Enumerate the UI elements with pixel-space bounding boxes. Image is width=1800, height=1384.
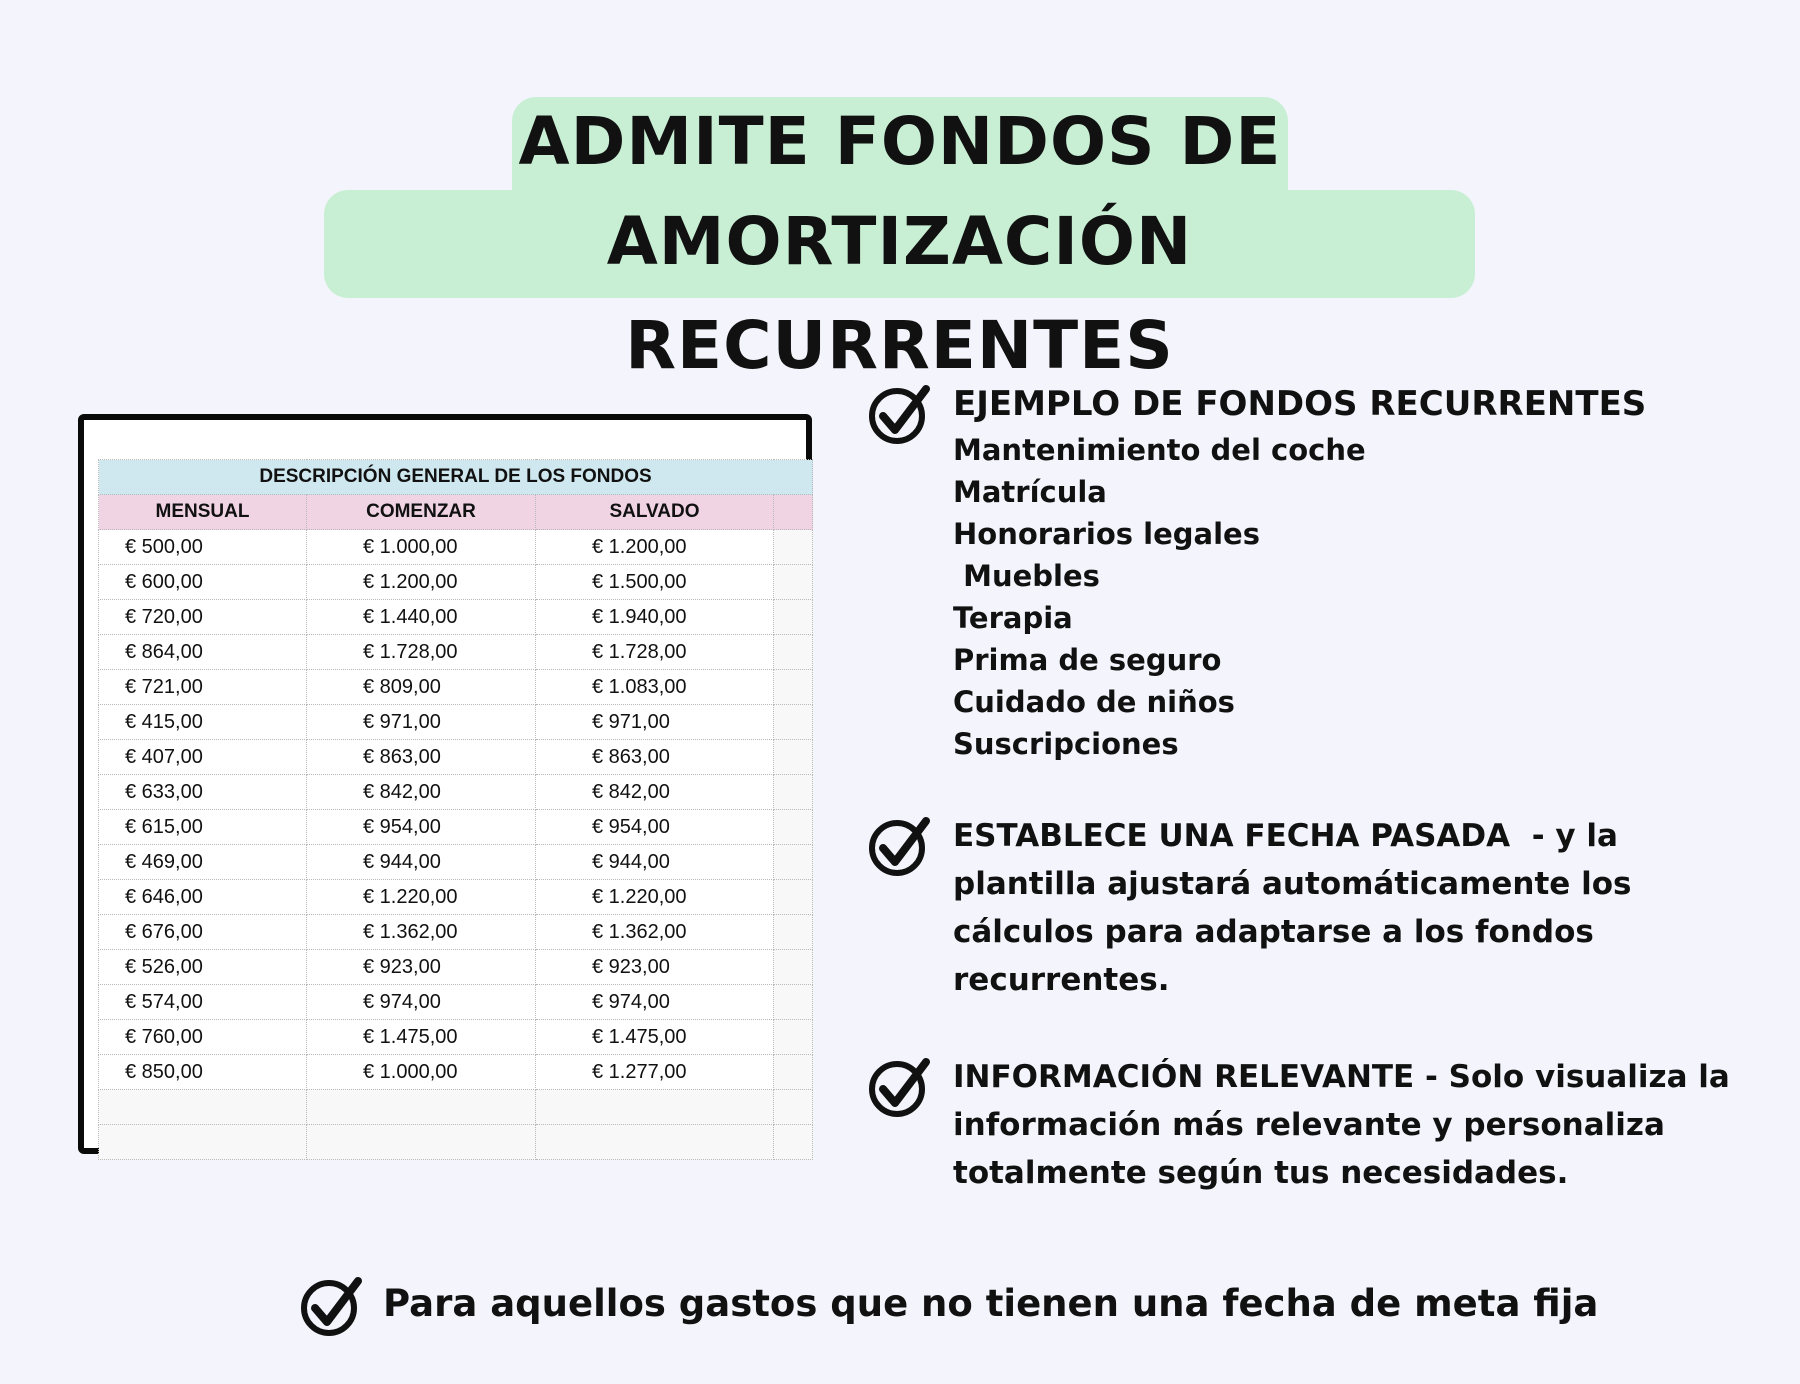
table-cell-empty bbox=[774, 635, 813, 670]
table-cell-empty bbox=[774, 1055, 813, 1090]
table-cell: € 954,00 bbox=[307, 810, 536, 845]
title-line-2: AMORTIZACIÓN RECURRENTES bbox=[324, 190, 1475, 298]
table-cell: € 1.475,00 bbox=[307, 1020, 536, 1055]
check-circle-icon bbox=[868, 1053, 934, 1119]
table-cell: € 407,00 bbox=[99, 740, 307, 775]
table-cell: € 1.083,00 bbox=[536, 670, 774, 705]
table-row-empty bbox=[99, 1125, 813, 1160]
check-circle-icon bbox=[300, 1272, 366, 1338]
table-cell-empty bbox=[774, 740, 813, 775]
table-cell: € 415,00 bbox=[99, 705, 307, 740]
section2-line: plantilla ajustará automáticamente los bbox=[953, 866, 1632, 902]
table-cell: € 1.220,00 bbox=[536, 880, 774, 915]
list-item: Prima de seguro bbox=[953, 643, 1222, 677]
section3-line: información más relevante y personaliza bbox=[953, 1107, 1665, 1143]
check-circle-icon bbox=[868, 812, 934, 878]
table-cell: € 574,00 bbox=[99, 985, 307, 1020]
table-cell-empty bbox=[774, 565, 813, 600]
table-cell: € 863,00 bbox=[536, 740, 774, 775]
section2-text bbox=[953, 812, 1733, 1004]
footer-text: Para aquellos gastos que no tienen una fecha de meta fija bbox=[383, 1282, 1599, 1325]
table-cell: € 809,00 bbox=[307, 670, 536, 705]
table-row bbox=[99, 635, 813, 670]
table-cell: € 923,00 bbox=[307, 950, 536, 985]
table-cell: € 1.728,00 bbox=[536, 635, 774, 670]
column-header-empty bbox=[774, 495, 813, 530]
table-cell: € 500,00 bbox=[99, 530, 307, 565]
table-cell: € 721,00 bbox=[99, 670, 307, 705]
section2-line: cálculos para adaptarse a los fondos bbox=[953, 914, 1594, 950]
table-cell-empty bbox=[774, 880, 813, 915]
table-cell: € 1.940,00 bbox=[536, 600, 774, 635]
table-cell: € 923,00 bbox=[536, 950, 774, 985]
table-cell: € 1.000,00 bbox=[307, 1055, 536, 1090]
table-cell: € 944,00 bbox=[536, 845, 774, 880]
column-header-mensual: MENSUAL bbox=[99, 495, 307, 530]
table-cell: € 850,00 bbox=[99, 1055, 307, 1090]
table-cell: € 971,00 bbox=[536, 705, 774, 740]
table-row bbox=[99, 880, 813, 915]
section1-title: EJEMPLO DE FONDOS RECURRENTES bbox=[953, 384, 1647, 424]
title-line-1: ADMITE FONDOS DE bbox=[512, 97, 1288, 193]
table-cell: € 1.200,00 bbox=[536, 530, 774, 565]
table-row bbox=[99, 670, 813, 705]
table-cell: € 1.440,00 bbox=[307, 600, 536, 635]
table-cell-empty bbox=[99, 1090, 307, 1125]
section3-line: totalmente según tus necesidades. bbox=[953, 1155, 1569, 1191]
table-row bbox=[99, 1020, 813, 1055]
table-cell: € 864,00 bbox=[99, 635, 307, 670]
table-cell: € 646,00 bbox=[99, 880, 307, 915]
table-row-empty bbox=[99, 1090, 813, 1125]
table-cell-empty bbox=[536, 1090, 774, 1125]
table-caption: DESCRIPCIÓN GENERAL DE LOS FONDOS bbox=[99, 460, 813, 495]
section3-text bbox=[953, 1053, 1783, 1197]
table-row bbox=[99, 565, 813, 600]
table-cell-empty bbox=[774, 1090, 813, 1125]
list-item: Suscripciones bbox=[953, 727, 1179, 761]
table-cell: € 676,00 bbox=[99, 915, 307, 950]
list-item: Mantenimiento del coche bbox=[953, 433, 1366, 467]
table-cell: € 615,00 bbox=[99, 810, 307, 845]
table-cell: € 1.000,00 bbox=[307, 530, 536, 565]
table-cell: € 954,00 bbox=[536, 810, 774, 845]
table-cell: € 469,00 bbox=[99, 845, 307, 880]
check-circle-icon bbox=[868, 380, 934, 446]
table-cell: € 633,00 bbox=[99, 775, 307, 810]
table-cell: € 1.728,00 bbox=[307, 635, 536, 670]
table-cell: € 1.277,00 bbox=[536, 1055, 774, 1090]
table-cell: € 1.362,00 bbox=[307, 915, 536, 950]
section2-line: ESTABLECE UNA FECHA PASADA - y la bbox=[953, 818, 1618, 854]
table-cell: € 1.220,00 bbox=[307, 880, 536, 915]
table-cell-empty bbox=[774, 1125, 813, 1160]
list-item: Cuidado de niños bbox=[953, 685, 1235, 719]
table-cell: € 526,00 bbox=[99, 950, 307, 985]
table-row bbox=[99, 600, 813, 635]
funds-table bbox=[98, 459, 813, 1160]
column-header-comenzar: COMENZAR bbox=[307, 495, 536, 530]
table-row bbox=[99, 985, 813, 1020]
table-row bbox=[99, 915, 813, 950]
table-cell: € 842,00 bbox=[536, 775, 774, 810]
table-cell-empty bbox=[774, 670, 813, 705]
table-cell: € 720,00 bbox=[99, 600, 307, 635]
table-cell: € 1.475,00 bbox=[536, 1020, 774, 1055]
table-cell: € 760,00 bbox=[99, 1020, 307, 1055]
table-cell-empty bbox=[307, 1125, 536, 1160]
table-row bbox=[99, 530, 813, 565]
list-item: Matrícula bbox=[953, 475, 1107, 509]
table-cell: € 974,00 bbox=[536, 985, 774, 1020]
table-row bbox=[99, 845, 813, 880]
table-cell: € 971,00 bbox=[307, 705, 536, 740]
table-cell: € 1.362,00 bbox=[536, 915, 774, 950]
section3-line: INFORMACIÓN RELEVANTE - Solo visualiza la bbox=[953, 1059, 1730, 1095]
table-cell-empty bbox=[774, 705, 813, 740]
list-item: Honorarios legales bbox=[953, 517, 1260, 551]
column-header-salvado: SALVADO bbox=[536, 495, 774, 530]
table-cell: € 944,00 bbox=[307, 845, 536, 880]
table-row bbox=[99, 705, 813, 740]
table-cell-empty bbox=[774, 1020, 813, 1055]
table-cell-empty bbox=[307, 1090, 536, 1125]
table-row bbox=[99, 810, 813, 845]
table-cell: € 974,00 bbox=[307, 985, 536, 1020]
list-item: Terapia bbox=[953, 601, 1073, 635]
table-cell-empty bbox=[774, 530, 813, 565]
table-cell-empty bbox=[774, 600, 813, 635]
table-row bbox=[99, 775, 813, 810]
list-item: Muebles bbox=[953, 559, 1100, 593]
table-cell: € 842,00 bbox=[307, 775, 536, 810]
section2-line: recurrentes. bbox=[953, 962, 1170, 998]
table-cell: € 1.500,00 bbox=[536, 565, 774, 600]
table-cell-empty bbox=[536, 1125, 774, 1160]
funds-spreadsheet bbox=[78, 414, 812, 1154]
table-cell: € 1.200,00 bbox=[307, 565, 536, 600]
table-row bbox=[99, 950, 813, 985]
table-cell: € 863,00 bbox=[307, 740, 536, 775]
table-cell-empty bbox=[99, 1125, 307, 1160]
table-row bbox=[99, 740, 813, 775]
table-cell-empty bbox=[774, 950, 813, 985]
table-cell-empty bbox=[774, 985, 813, 1020]
table-cell-empty bbox=[774, 845, 813, 880]
table-row bbox=[99, 1055, 813, 1090]
table-cell-empty bbox=[774, 915, 813, 950]
table-cell: € 600,00 bbox=[99, 565, 307, 600]
table-cell-empty bbox=[774, 810, 813, 845]
table-cell-empty bbox=[774, 775, 813, 810]
